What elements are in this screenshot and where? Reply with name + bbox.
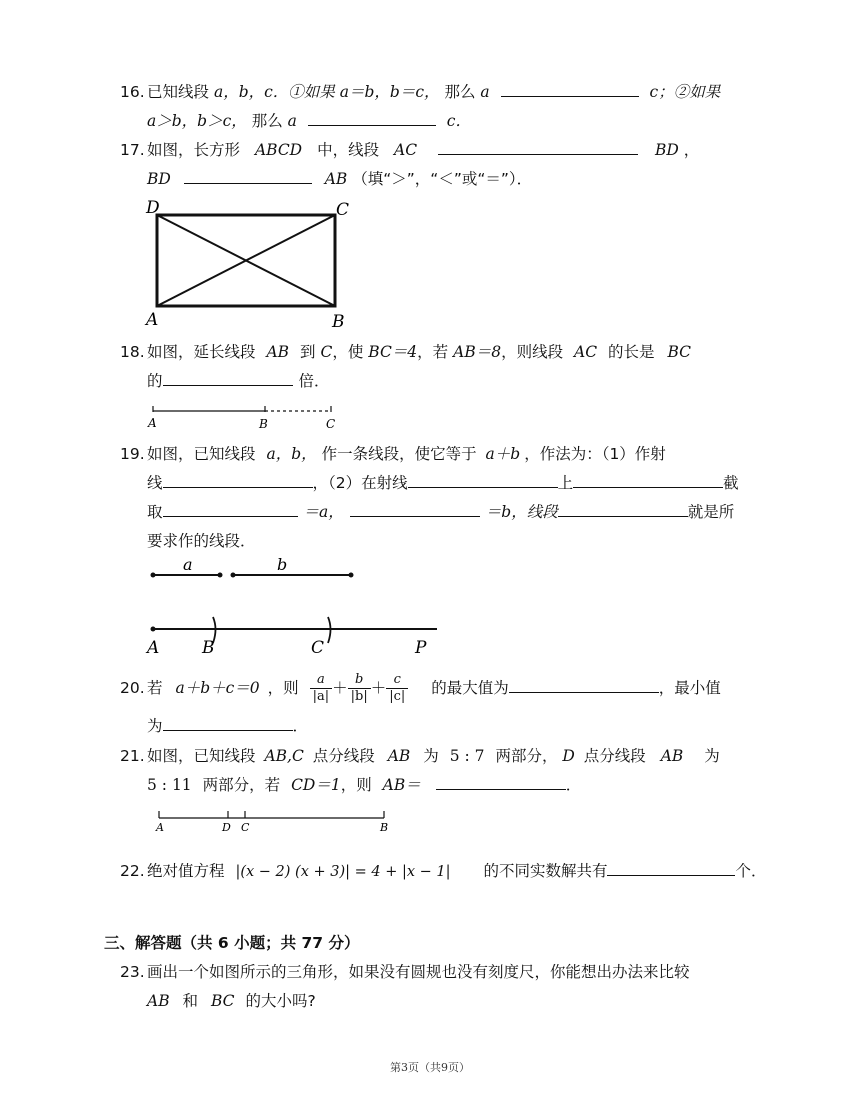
q19-number: 19. (120, 445, 145, 463)
q22-equation: |(x − 2) (x + 3)| = 4 + |x − 1| (235, 864, 451, 880)
q18-bc: BC (667, 343, 692, 361)
label-c: C (311, 638, 325, 658)
q21-parts-2: 两部分，若 (202, 776, 281, 794)
q18-of: 的 (147, 372, 163, 390)
q21-period: ． (565, 776, 582, 794)
q17-comma: ， (683, 141, 700, 159)
label-b: B (259, 417, 268, 431)
q19-cut: 截 (723, 474, 739, 492)
q16-condition: a＝b，b＝c， (339, 83, 440, 101)
q17-number: 17. (120, 141, 145, 159)
q20-answer-blank-min[interactable] (163, 716, 293, 731)
q19-on: 上 (557, 474, 574, 492)
q19-is-segment: 就是所 (687, 503, 735, 521)
q21-ratio-1: 5 : 7 (449, 747, 485, 765)
q18-then: ，则线段 (501, 343, 564, 361)
q18-if: ，若 (417, 343, 449, 361)
q19-text: 如图，已知线段 (147, 445, 256, 463)
q21-number: 21. (120, 747, 145, 765)
q17-instruction: （填“＞”，“＜”或“＝”）． (352, 170, 533, 188)
q18-to: 到 (299, 343, 316, 361)
label-c: C (326, 417, 336, 431)
label-c: C (241, 821, 250, 834)
q19-take: 取 (147, 503, 163, 521)
q19-construction-figure (145, 555, 455, 660)
q17-rectangle-figure (140, 196, 380, 336)
q18-c: C (320, 343, 333, 361)
q16-vars: a，b，c．①如果 (213, 83, 335, 101)
q17-answer-blank-1[interactable] (438, 140, 638, 155)
q21-line1 (147, 746, 720, 766)
q22-unit: 个． (735, 862, 767, 880)
q19-line4 (147, 531, 256, 551)
q21-ab: AB (387, 747, 411, 765)
q21-text-e: 点分线段 (583, 747, 646, 765)
q18-ab8: AB＝8 (453, 343, 502, 361)
q18-line1 (147, 342, 691, 362)
label-a: A (156, 821, 164, 834)
q21-ratio-2: 5 : 11 (147, 776, 192, 794)
q16-line1 (147, 82, 720, 102)
q20-answer-blank-max[interactable] (509, 678, 659, 693)
q23-ab: AB (147, 992, 170, 1010)
q16-answer-blank-2[interactable] (308, 111, 436, 126)
q17-ac: AC (394, 141, 418, 159)
q21-text-b: 点分线段 (312, 747, 375, 765)
q20-max: 的最大值为 (431, 679, 509, 697)
section-heading: 三、解答题（共 6 小题；共 77 分） (104, 934, 360, 952)
q16-text: 已知线段 (147, 83, 210, 101)
q18-ac: AC (574, 343, 598, 361)
q18-segment-figure (146, 400, 346, 434)
label-a: A (146, 310, 159, 330)
q21-then: ，则 (340, 776, 372, 794)
q17-text: 如图，长方形 (147, 141, 241, 159)
q19-answer-blank-2[interactable] (408, 473, 558, 488)
q19-text-c: ，作法为：（1）作射 (524, 445, 666, 463)
label-d: D (146, 198, 160, 218)
q18-bc4: BC＝4 (368, 343, 418, 361)
q22-text: 绝对值方程 (147, 862, 225, 880)
q16-then-2: 那么 (251, 112, 283, 130)
q17-line1 (147, 140, 699, 160)
q21-d: D (562, 747, 575, 765)
label-b: B (332, 312, 345, 332)
q22-number: 22. (120, 862, 145, 880)
q23-and: 和 (182, 992, 199, 1010)
q17-bd: BD (654, 141, 679, 159)
q23-line1 (147, 962, 690, 982)
q23-text: 画出一个如图所示的三角形，如果没有圆规也没有刻度尺，你能想出办法来比较 (147, 963, 690, 981)
q23-bc: BC (210, 992, 235, 1010)
q19-answer-blank-3[interactable] (573, 473, 723, 488)
q23-text-2: 的大小吗? (245, 992, 316, 1010)
q19-ray: 线 (147, 474, 163, 492)
q17-text-b: 中，线段 (317, 141, 380, 159)
q16-var-a: a (480, 83, 490, 101)
q16-then: 那么 (444, 83, 476, 101)
q18-number: 18. (120, 343, 145, 361)
page-footer: 第3页（共9页） (390, 1061, 470, 1074)
q19-line3 (147, 502, 734, 522)
q21-cd: CD＝1 (291, 776, 341, 794)
q21-answer-blank[interactable] (436, 775, 566, 790)
q19-answer-blank-4[interactable] (163, 502, 298, 517)
q19-ab: a，b， (266, 445, 317, 463)
q22-text-b: 的不同实数解共有 (483, 862, 608, 880)
q18-make: ，使 (332, 343, 364, 361)
label-d: D (222, 821, 231, 834)
q22-answer-blank[interactable] (607, 861, 735, 876)
q16-number: 16. (120, 83, 145, 101)
q23-line2 (147, 991, 316, 1011)
q21-text: 如图，已知线段 (147, 747, 256, 765)
label-b-small: b (277, 555, 288, 574)
label-b: B (380, 821, 389, 834)
q18-answer-blank[interactable] (163, 371, 293, 386)
label-a: A (147, 638, 160, 658)
q19-line1 (147, 444, 666, 464)
q20-if: 若 (147, 679, 163, 697)
q18-text: 如图，延长线段 (147, 343, 256, 361)
q21-abc: AB,C (264, 747, 304, 765)
q20-min: ，最小值 (658, 679, 721, 697)
q19-eq-b: ＝b，线段 (485, 503, 558, 521)
q16-var-a-2: a (287, 112, 297, 130)
q20-fraction-c: $\frac{c}{|c|}$ (386, 672, 408, 705)
q20-number: 20. (120, 679, 145, 697)
q20-line1: 若 a＋b＋c＝0 ，则 $\frac{a}{|a|}$ ＋ $\frac{b}{|b|}$ ＋ $\frac{c}{|c|}$ 的最大值为 ，最小值 (147, 672, 721, 704)
q18-line2 (147, 371, 330, 391)
q18-is: 的长是 (608, 343, 655, 361)
q16-var-c: c；②如果 (649, 83, 721, 101)
label-p: P (415, 638, 427, 658)
q17-ab: AB (324, 170, 348, 188)
q17-line2 (147, 169, 532, 189)
q19-line2 (147, 473, 739, 493)
q16-var-c-2: c． (446, 112, 471, 130)
q20-condition: a＋b＋c＝0 (175, 679, 260, 697)
q23-number: 23. (120, 963, 145, 981)
q20-fraction-a: $\frac{a}{|a|}$ (310, 672, 333, 705)
q20-fraction-b: $\frac{b}{|b|}$ (348, 672, 371, 705)
q21-line2 (147, 775, 581, 795)
q20-period: ． (292, 717, 309, 735)
label-b: B (202, 638, 215, 658)
q19-answer-blank-1[interactable] (163, 473, 313, 488)
q16-line2 (147, 111, 471, 131)
q17-bd-2: BD (147, 170, 171, 188)
q20-line2 (147, 716, 308, 736)
label-a-small: a (183, 555, 193, 574)
q16-answer-blank-1[interactable] (501, 82, 639, 97)
q19-eq-a: ＝a， (303, 503, 344, 521)
q17-abcd: ABCD (254, 141, 303, 159)
q19-answer-blank-5[interactable] (350, 502, 480, 517)
q21-ab-eq: AB＝ (382, 776, 421, 794)
q19-answer-blank-6[interactable] (558, 502, 688, 517)
q22-line1 (147, 861, 766, 882)
q21-for-2: 为 (704, 747, 720, 765)
label-a: A (148, 416, 157, 430)
q19-a-plus-b: a＋b (485, 445, 521, 463)
q19-text-b: 作一条线段，使它等于 (321, 445, 477, 463)
q20-for: 为 (147, 717, 163, 735)
q19-text-4: 要求作的线段． (147, 532, 256, 550)
label-c: C (336, 200, 350, 220)
q20-then: ，则 (267, 679, 299, 697)
q21-for: 为 (423, 747, 439, 765)
q21-segment-figure (150, 806, 400, 836)
q21-ab-2: AB (660, 747, 684, 765)
q16-condition-2: a＞b，b＞c， (147, 112, 247, 130)
q17-answer-blank-2[interactable] (184, 169, 312, 184)
q19-text-2b: ，（2）在射线 (312, 474, 408, 492)
q18-ab: AB (266, 343, 290, 361)
q21-parts: 两部分， (495, 747, 558, 765)
q18-times: 倍． (298, 372, 330, 390)
